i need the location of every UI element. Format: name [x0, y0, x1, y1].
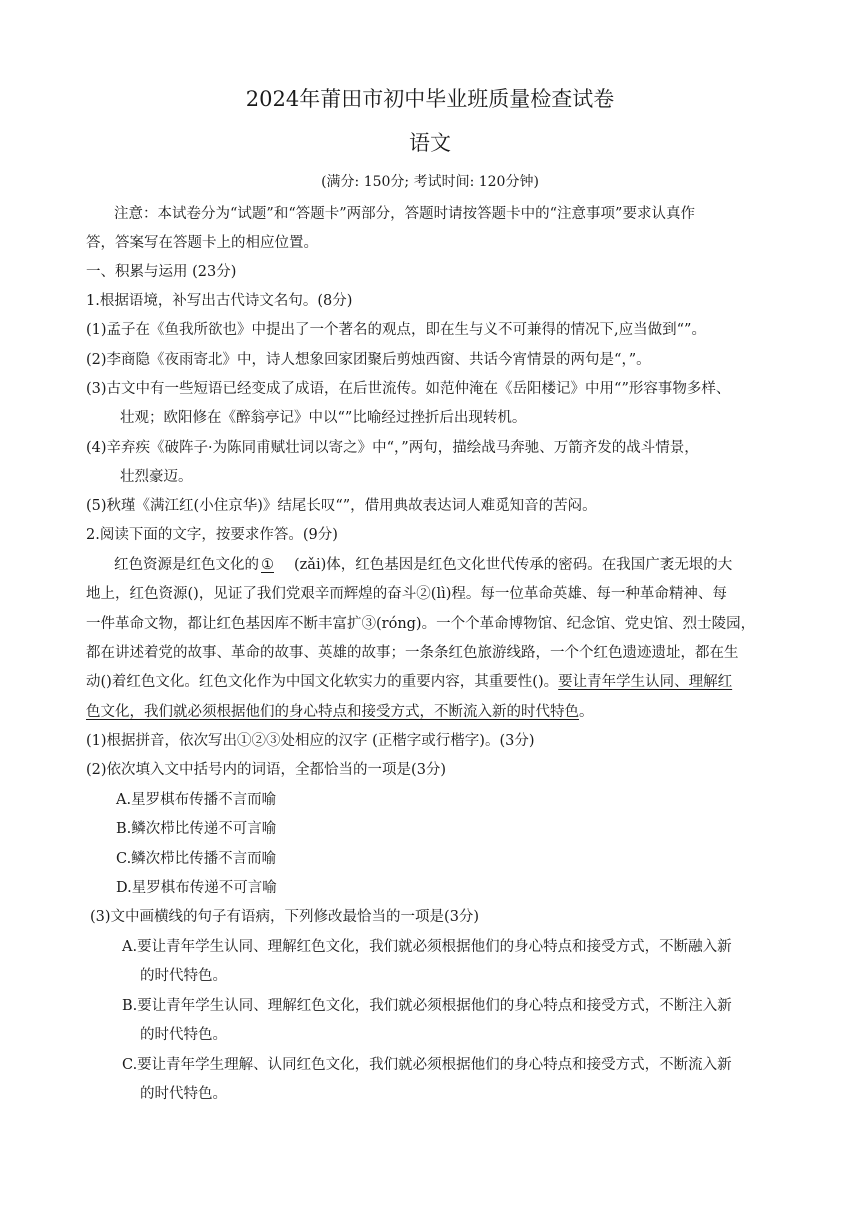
q2-sub-1: (1)根据拼音，依次写出①②③处相应的汉字 (正楷字或行楷字)。(3分) [86, 733, 535, 749]
passage-line-6 [86, 702, 594, 722]
q1-item-4-cont: 壮烈豪迈。 [120, 469, 193, 485]
q2-sub-3: (3)文中画横线的句子有语病，下列修改最恰当的一项是(3分) [90, 909, 480, 925]
q1-item-5: (5)秋瑾《满江红(小住京华)》结尾长叹“”，借用典故表达词人难觅知音的苦闷。 [86, 498, 597, 514]
q2-sub-3-option-a: A.要让青年学生认同、理解红色文化，我们就必须根据他们的身心特点和接受方式，不断融入新 [122, 939, 732, 955]
passage-line-6-end: 。 [579, 704, 594, 720]
q2-sub-3-option-b-cont: 的时代特色。 [140, 1027, 227, 1043]
underlined-sentence-part-2: 色文化，我们就必须根据他们的身心特点和接受方式，不断流入新的时代特色 [86, 704, 579, 720]
q1-item-4: (4)辛弃疾《破阵子·为陈同甫赋壮词以寄之》中“，”两句，描绘战马奔驰、万箭齐发的战斗情景， [86, 440, 699, 456]
q2-sub-3-option-a-cont: 的时代特色。 [140, 968, 227, 984]
q1-item-3: (3)古文中有一些短语已经变成了成语，在后世流传。如范仲淹在《岳阳楼记》中用“”形容事物多样、 [86, 381, 731, 397]
q1-item-2: (2)李商隐《夜雨寄北》中，诗人想象回家团聚后剪烛西窗、共话今宵情景的两句是“，”。 [86, 352, 651, 368]
passage-line-2: 地上，红色资源()，见证了我们党艰辛而辉煌的奋斗②(lì)程。每一位革命英雄、每一种革命精神、每 [86, 586, 727, 602]
q2-sub-2-option-a: A.星罗棋布传播不言而喻 [116, 792, 277, 808]
passage-line-1-start: 红色资源是红色文化的 [114, 557, 259, 573]
blank-1-line [280, 555, 294, 575]
q2-sub-2-option-c: C.鳞次栉比传播不言而喻 [116, 851, 277, 867]
blank-1: ① [261, 557, 274, 573]
underlined-sentence-part-1: 要让青年学生认同、理解红 [558, 674, 733, 690]
passage-line-3: 一件革命文物，都让红色基因库不断丰富扩③(róng)。一个个革命博物馆、纪念馆、党史馆、烈士陵园， [86, 616, 756, 632]
passage-line-1-end: (zǎi)体，红色基因是红色文化世代传承的密码。在我国广袤无垠的大 [294, 557, 733, 573]
q2-sub-3-option-c: C.要让青年学生理解、认同红色文化，我们就必须根据他们的身心特点和接受方式，不断流入新 [122, 1057, 732, 1073]
passage-line-5 [86, 672, 732, 692]
q2-sub-3-option-b: B.要让青年学生认同、理解红色文化，我们就必须根据他们的身心特点和接受方式，不断注入新 [122, 998, 732, 1014]
q1-stem: 1.根据语境，补写出古代诗文名句。(8分) [86, 293, 353, 309]
q2-sub-2: (2)依次填入文中括号内的词语，全都恰当的一项是(3分) [86, 762, 447, 778]
q2-sub-3-option-c-cont: 的时代特色。 [140, 1086, 227, 1102]
notice-line-1: 注意：本试卷分为“试题”和“答题卡”两部分，答题时请按答题卡中的“注意事项”要求认真作 [114, 206, 695, 222]
section-1-title: 一、积累与运用 (23分) [86, 264, 237, 280]
notice-line-2: 答，答案写在答题卡上的相应位置。 [86, 235, 318, 251]
q1-item-3-cont: 壮观；欧阳修在《醉翁亭记》中以“”比喻经过挫折后出现转机。 [120, 410, 527, 426]
passage-line-4: 都在讲述着党的故事、革命的故事、英雄的故事；一条条红色旅游线路，一个个红色遗迹遗址，都在生 [86, 645, 739, 661]
passage-line-5-text: 动()着红色文化。红色文化作为中国文化软实力的重要内容，其重要性()。 [86, 674, 559, 690]
q2-sub-2-option-d: D.星罗棋布传递不可言喻 [116, 880, 277, 896]
q2-stem: 2.阅读下面的文字，按要求作答。(9分) [86, 527, 338, 543]
subject-title: 语文 [409, 131, 451, 155]
exam-meta: (满分: 150分; 考试时间: 120分钟) [321, 174, 539, 190]
q2-sub-2-option-b: B.鳞次栉比传递不可言喻 [116, 821, 277, 837]
q1-item-1: (1)孟子在《鱼我所欲也》中提出了一个著名的观点，即在生与义不可兼得的情况下,应当做到“”。 [86, 322, 706, 338]
exam-title: 2024年莆田市初中毕业班质量检查试卷 [245, 87, 615, 111]
passage-line-1 [114, 555, 732, 575]
